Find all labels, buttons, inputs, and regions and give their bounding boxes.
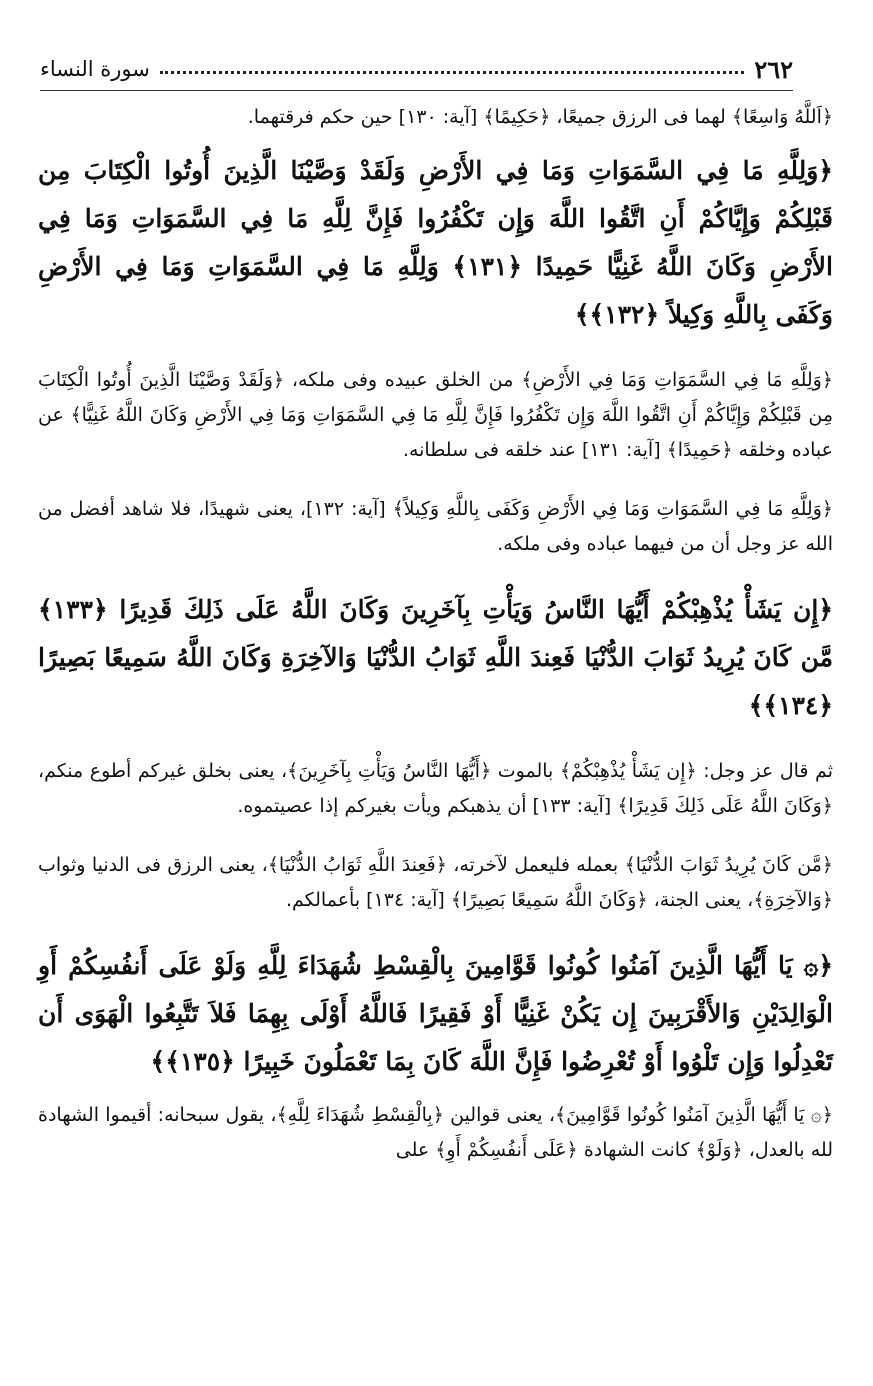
commentary-paragraph-4: ثم قال عز وجل: ﴿إِن يَشَأْ يُذْهِبْكُمْ﴾ بالموت ﴿أَيُّهَا النَّاسُ وَيَأْتِ بِآخَرِينَ﴾، يعنى بخلق غيركم أطوع منكم، ﴿وَكَانَ اللَّهُ عَلَى ذَلِكَ قَدِيرًا﴾ [آية: ١٣٣] أن يذهبكم ويأت بغيركم إذا عصيتموه.	[38, 760, 833, 817]
quran-verse-block-131-132: ﴿وَلِلَّهِ مَا فِي السَّمَوَاتِ وَمَا فِي الأَرْضِ وَلَقَدْ وَصَّيْنَا الَّذِينَ أُوتُوا الْكِتَابَ مِن قَبْلِكُمْ وَإِيَّاكُمْ أَنِ اتَّقُوا اللَّهَ وَإِن تَكْفُرُوا فَإِنَّ لِلَّهِ مَا فِي السَّمَوَاتِ وَمَا فِي الأَرْضِ وَكَانَ اللَّهُ غَنِيًّا حَمِيدًا ﴿١٣١﴾ وَلِلَّهِ مَا فِي السَّمَوَاتِ وَمَا فِي الأَرْضِ وَكَفَى بِاللَّهِ وَكِيلاً ﴿١٣٢﴾﴾	[38, 156, 833, 329]
quran-verse-block-133-134: ﴿إِن يَشَأْ يُذْهِبْكُمْ أَيُّهَا النَّاسُ وَيَأْتِ بِآخَرِينَ وَكَانَ اللَّهُ عَلَى ذَلِكَ قَدِيرًا ﴿١٣٣﴾ مَّن كَانَ يُرِيدُ ثَوَابَ الدُّنْيَا فَعِندَ اللَّهِ ثَوَابُ الدُّنْيَا وَالآخِرَةِ وَكَانَ اللَّهُ سَمِيعًا بَصِيرًا ﴿١٣٤﴾﴾	[38, 595, 833, 720]
page-body	[38, 100, 833, 1168]
page-header	[40, 52, 793, 86]
commentary-paragraph-3: ﴿وَلِلَّهِ مَا فِي السَّمَوَاتِ وَمَا فِي الأَرْضِ وَكَفَى بِاللَّهِ وَكِيلاً﴾ [آية: ١٣٢]، يعنى شهيدًا، فلا شاهد أفضل من الله عز وجل أن من فيهما عباده وفى ملكه.	[38, 498, 834, 555]
page-number: ٢٦٢	[754, 54, 793, 84]
commentary-paragraph-1: ﴿اَللَّهُ وَاسِعًا﴾ لهما فى الرزق جميعًا، ﴿حَكِيمًا﴾ [آية: ١٣٠] حين حكم فرقتهما.	[247, 106, 833, 128]
commentary-paragraph-2: ﴿وَلِلَّهِ مَا فِي السَّمَوَاتِ وَمَا فِي الأَرْضِ﴾ من الخلق عبيده وفى ملكه، ﴿وَلَقَدْ وَصَّيْنَا الَّذِينَ أُوتُوا الْكِتَابَ مِن قَبْلِكُمْ وَإِيَّاكُمْ أَنِ اتَّقُوا اللَّهَ وَإِن تَكْفُرُوا فَإِنَّ لِلَّهِ مَا فِي السَّمَوَاتِ وَمَا فِي الأَرْضِ وَكَانَ اللَّهُ غَنِيًّا﴾ عن عباده وخلقه ﴿حَمِيدًا﴾ [آية: ١٣١] عند خلقه فى سلطانه.	[38, 369, 833, 461]
commentary-paragraph-5: ﴿مَّن كَانَ يُرِيدُ ثَوَابَ الدُّنْيَا﴾ بعمله فليعمل لآخرته، ﴿فَعِندَ اللَّهِ ثَوَابُ الدُّنْيَا﴾، يعنى الرزق فى الدنيا وثواب ﴿وَالآخِرَةِ﴾، يعنى الجنة، ﴿وَكَانَ اللَّهُ سَمِيعًا بَصِيرًا﴾ [آية: ١٣٤] بأعمالكم.	[38, 854, 833, 911]
sura-title: سورة النساء	[40, 57, 150, 81]
quran-verse-block-135: ﴿۞ يَا أَيُّهَا الَّذِينَ آمَنُوا كُونُوا قَوَّامِينَ بِالْقِسْطِ شُهَدَاءَ لِلَّهِ وَلَوْ عَلَى أَنفُسِكُمْ أَوِ الْوَالِدَيْنِ وَالأَقْرَبِينَ إِن يَكُنْ غَنِيًّا أَوْ فَقِيرًا فَاللَّهُ أَوْلَى بِهِمَا فَلاَ تَتَّبِعُوا الْهَوَى أَن تَعْدِلُوا وَإِن تَلْوُوا أَوْ تُعْرِضُوا فَإِنَّ اللَّهَ كَانَ بِمَا تَعْمَلُونَ خَبِيرًا ﴿١٣٥﴾﴾	[38, 951, 833, 1076]
commentary-paragraph-6: ﴿۞ يَا أَيُّهَا الَّذِينَ آمَنُوا كُونُوا قَوَّامِينَ﴾، يعنى قوالين ﴿بِالْقِسْطِ شُهَدَاءَ لِلَّهِ﴾، يقول سبحانه: أقيموا الشهادة لله بالعدل، ﴿وَلَوْ﴾ كانت الشهادة ﴿عَلَى أَنفُسِكُمْ أَوِ﴾ على	[38, 1104, 833, 1161]
header-dotted-leader	[160, 71, 744, 74]
header-rule	[40, 90, 793, 91]
